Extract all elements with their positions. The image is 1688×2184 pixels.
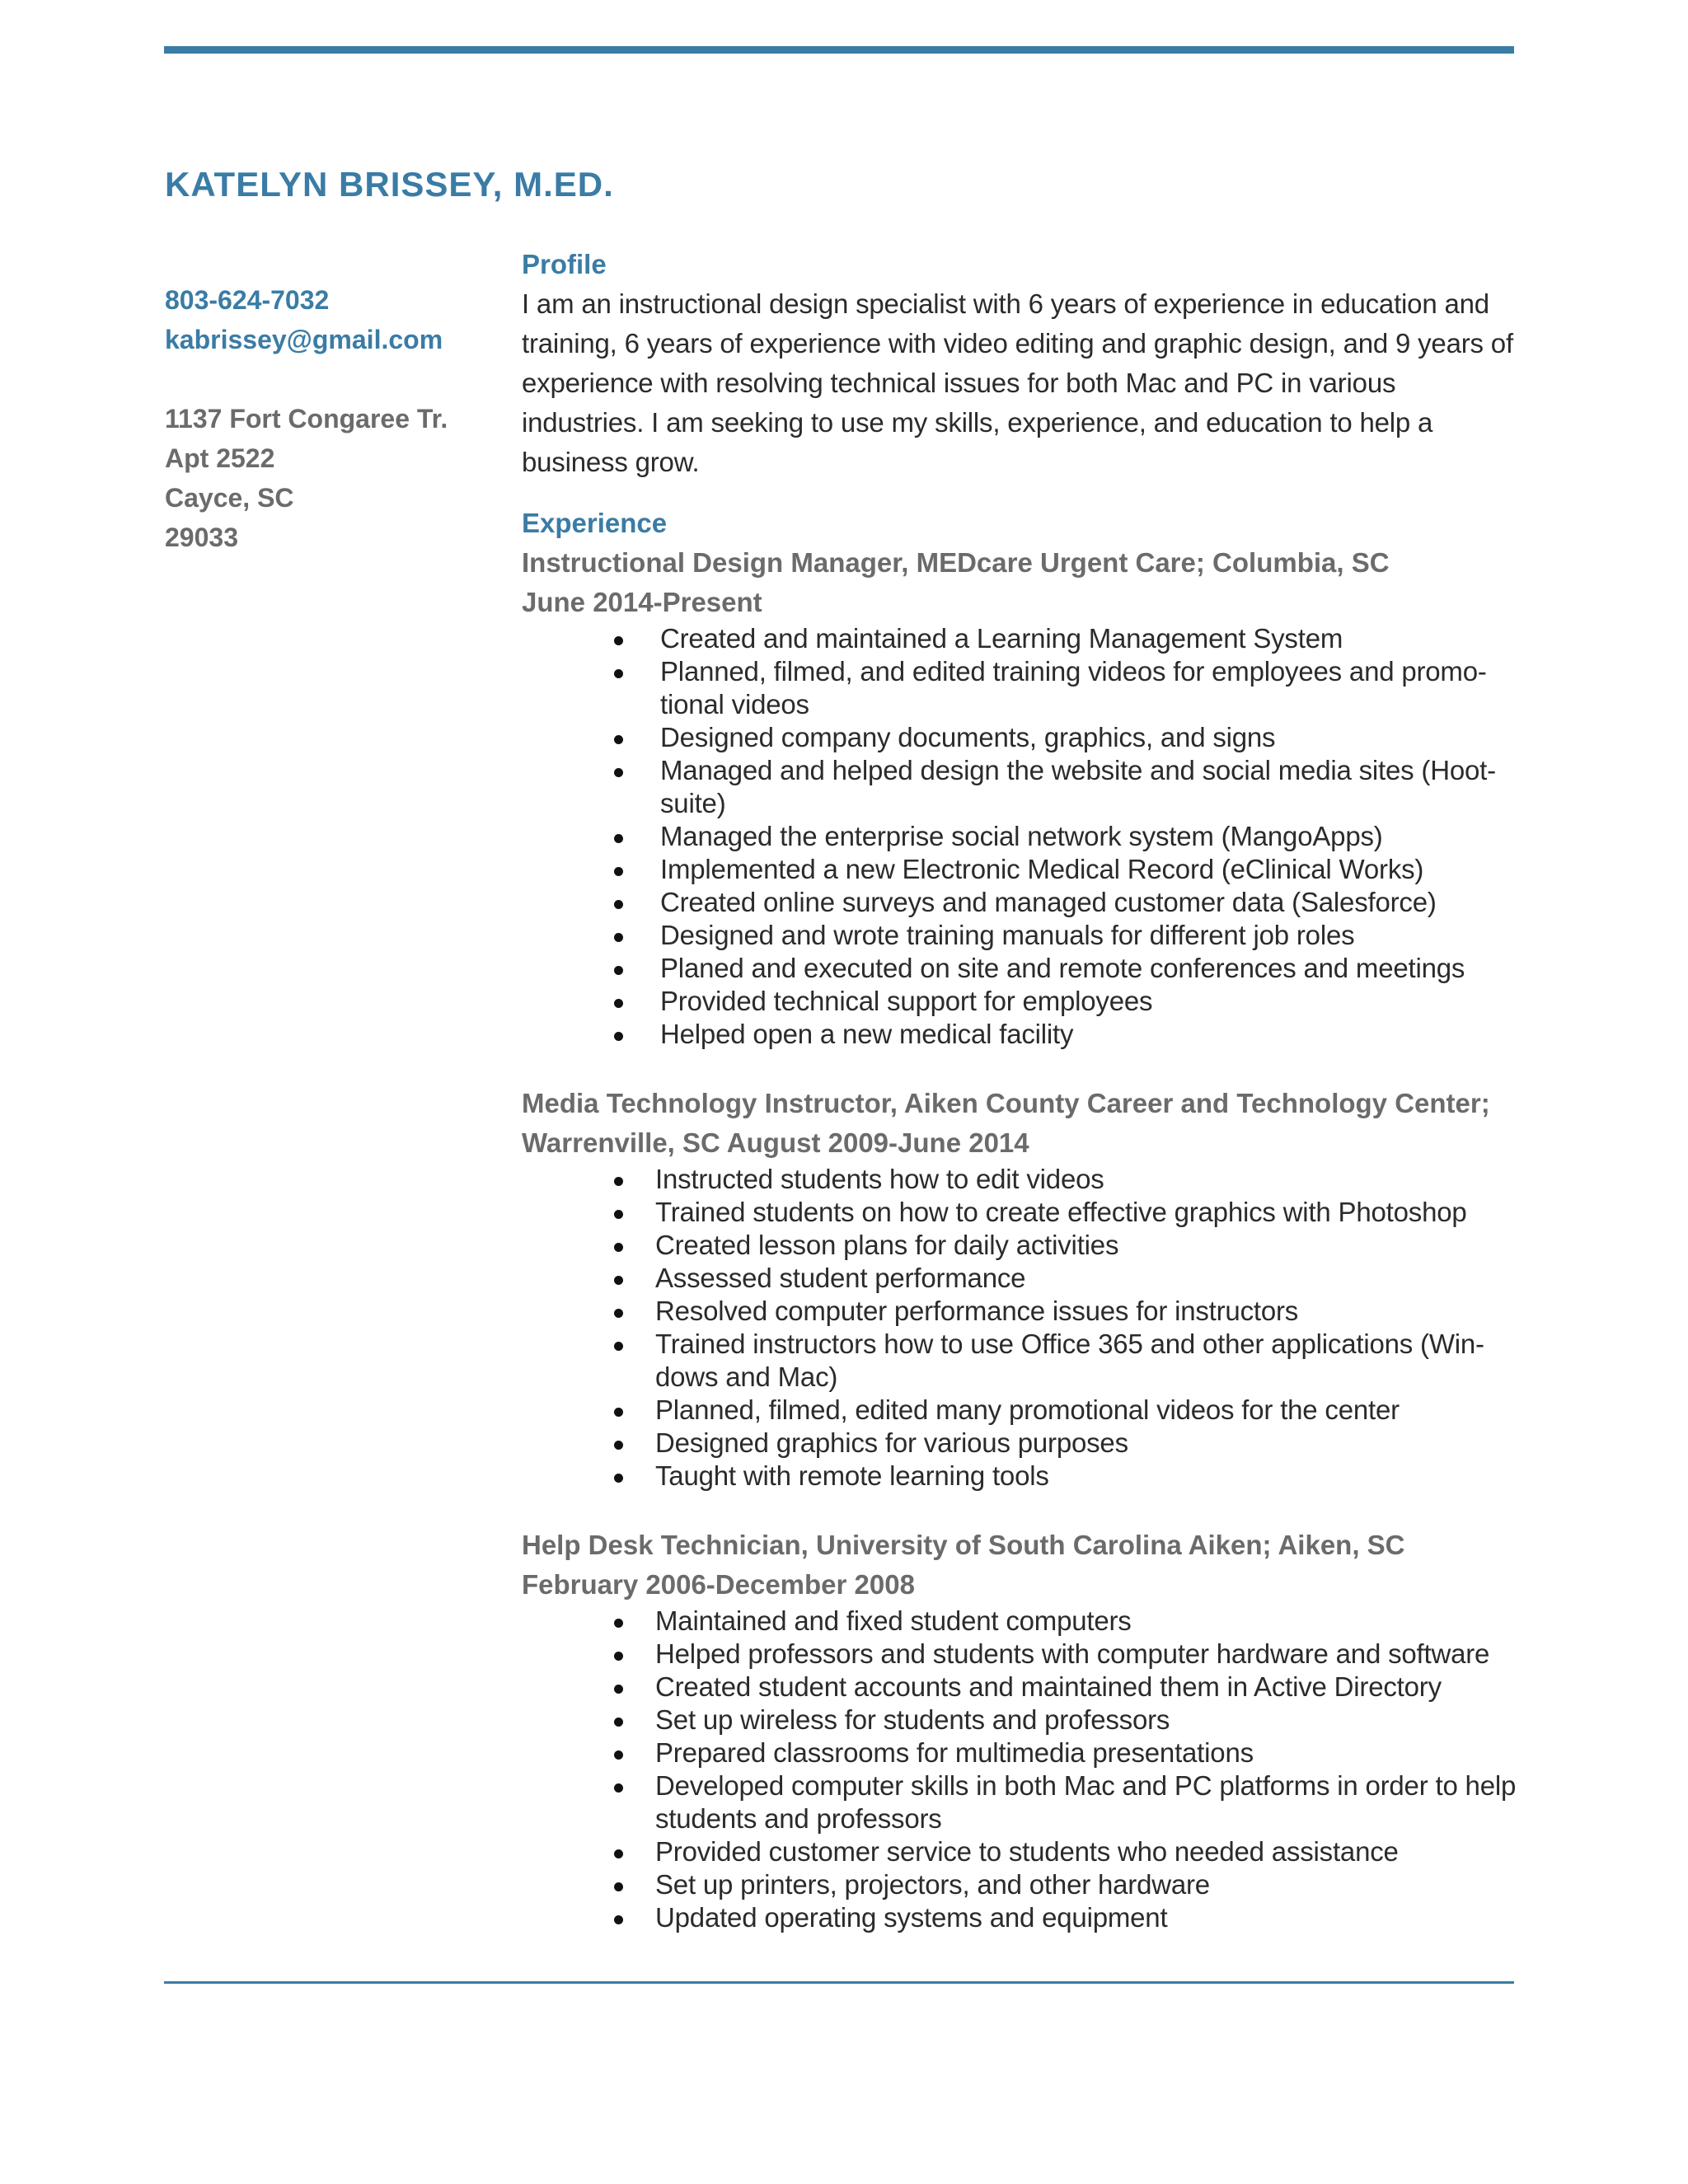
duty-text: Resolved computer performance issues for instructors bbox=[655, 1296, 1299, 1326]
address-line: 1137 Fort Congaree Tr. bbox=[165, 404, 448, 434]
duty-item bbox=[522, 1262, 1519, 1295]
duty-text: Designed and wrote training manuals for different job roles bbox=[660, 920, 1355, 950]
bullet-dot bbox=[614, 1441, 623, 1450]
duty-text: Implemented a new Electronic Medical Record (eClinical Works) bbox=[660, 854, 1424, 884]
duty-text: Trained instructors how to use Office 365 and other applications (Win-dows and Mac) bbox=[655, 1329, 1484, 1392]
duty-text: Planned, filmed, edited many promotional videos for the center bbox=[655, 1394, 1400, 1425]
duty-item bbox=[522, 1736, 1519, 1769]
duty-item bbox=[522, 1427, 1519, 1460]
bullet-dot bbox=[614, 768, 623, 777]
address-line: Cayce, SC bbox=[165, 483, 294, 513]
bullet-dot bbox=[614, 735, 623, 744]
bullet-dot bbox=[614, 999, 623, 1008]
bullet-dot bbox=[614, 1685, 623, 1694]
duty-text: Set up printers, projectors, and other hardware bbox=[655, 1869, 1210, 1900]
duty-item bbox=[522, 1394, 1519, 1427]
bullet-dot bbox=[614, 669, 623, 678]
job-entry bbox=[522, 543, 1519, 1051]
bullet-dot bbox=[614, 1309, 623, 1318]
bullet-dot bbox=[614, 1474, 623, 1483]
duty-item bbox=[522, 853, 1519, 886]
job-entry bbox=[522, 1526, 1519, 1934]
duty-text: Managed and helped design the website and social media sites (Hoot-suite) bbox=[660, 755, 1496, 818]
job-duties bbox=[522, 1163, 1519, 1493]
address-line: Apt 2522 bbox=[165, 443, 275, 473]
bullet-dot bbox=[614, 1342, 623, 1351]
duty-item bbox=[522, 1018, 1519, 1051]
duty-item bbox=[522, 820, 1519, 853]
duty-item bbox=[522, 1605, 1519, 1638]
job-entry bbox=[522, 1084, 1519, 1493]
bottom-rule bbox=[164, 1981, 1514, 1984]
address-line: 29033 bbox=[165, 523, 238, 552]
bullet-dot bbox=[614, 1783, 623, 1793]
job-title: Instructional Design Manager, MEDcare Urgent Care; Columbia, SC bbox=[522, 547, 1390, 578]
bullet-dot bbox=[614, 1408, 623, 1417]
duty-text: Taught with remote learning tools bbox=[655, 1460, 1049, 1491]
duty-text: Assessed student performance bbox=[655, 1263, 1026, 1293]
job-title: Media Technology Instructor, Aiken County Career and Technology Center; bbox=[522, 1088, 1490, 1118]
job-duties bbox=[522, 622, 1519, 1051]
top-rule bbox=[164, 46, 1514, 54]
duty-text: Developed computer skills in both Mac and PC platforms in order to help students and professors bbox=[655, 1770, 1517, 1834]
job-date: Warrenville, SC August 2009-June 2014 bbox=[522, 1127, 1029, 1158]
job-date: February 2006-December 2008 bbox=[522, 1569, 915, 1600]
job-date: June 2014-Present bbox=[522, 587, 762, 617]
duty-text: Maintained and fixed student computers bbox=[655, 1605, 1132, 1636]
duty-text: Designed graphics for various purposes bbox=[655, 1427, 1128, 1458]
bullet-dot bbox=[614, 900, 623, 909]
duty-item bbox=[522, 655, 1519, 721]
bullet-dot bbox=[614, 1276, 623, 1285]
duty-item bbox=[522, 1704, 1519, 1736]
job-duties bbox=[522, 1605, 1519, 1934]
duty-item bbox=[522, 1328, 1519, 1394]
job-title: Help Desk Technician, University of South Carolina Aiken; Aiken, SC bbox=[522, 1530, 1405, 1560]
bullet-dot bbox=[614, 867, 623, 876]
bullet-dot bbox=[614, 966, 623, 975]
profile-heading: Profile bbox=[522, 249, 607, 279]
duty-item bbox=[522, 622, 1519, 655]
duty-text: Trained students on how to create effective graphics with Photoshop bbox=[655, 1197, 1467, 1227]
duty-text: Planned, filmed, and edited training videos for employees and promo-tional videos bbox=[660, 656, 1487, 719]
bullet-dot bbox=[614, 1718, 623, 1727]
mailing-address bbox=[165, 399, 478, 557]
bullet-dot bbox=[614, 1652, 623, 1661]
duty-text: Provided customer service to students who needed assistance bbox=[655, 1836, 1399, 1867]
bullet-dot bbox=[614, 1915, 623, 1924]
bullet-dot bbox=[614, 1032, 623, 1041]
duty-text: Set up wireless for students and professors bbox=[655, 1704, 1170, 1735]
duty-item bbox=[522, 1196, 1519, 1229]
duty-item bbox=[522, 1835, 1519, 1868]
duty-item bbox=[522, 952, 1519, 985]
bullet-dot bbox=[614, 1177, 623, 1186]
duty-item bbox=[522, 886, 1519, 919]
duty-text: Provided technical support for employees bbox=[660, 986, 1153, 1016]
duty-text: Created lesson plans for daily activities bbox=[655, 1230, 1119, 1260]
duty-item bbox=[522, 1460, 1519, 1493]
duty-item bbox=[522, 1868, 1519, 1901]
bullet-dot bbox=[614, 1849, 623, 1858]
duty-text: Prepared classrooms for multimedia presentations bbox=[655, 1737, 1254, 1768]
contact-column bbox=[165, 280, 478, 557]
duty-text: Updated operating systems and equipment bbox=[655, 1902, 1168, 1933]
duty-item bbox=[522, 1901, 1519, 1934]
duty-text: Planed and executed on site and remote conferences and meetings bbox=[660, 953, 1465, 983]
resume-name: KATELYN BRISSEY, M.ED. bbox=[165, 165, 614, 204]
duty-item bbox=[522, 1229, 1519, 1262]
profile-text: I am an instructional design specialist with 6 years of experience in education and training, 6 years of experience with video editing and graphic design, and 9 years of experience with resolving technical issues for both Mac and PC in various industries. I am seeking to use my skills, experience, and education to help a business grow. bbox=[522, 288, 1513, 477]
duty-text: Helped open a new medical facility bbox=[660, 1019, 1074, 1049]
phone-number: 803-624-7032 bbox=[165, 285, 330, 315]
duty-item bbox=[522, 1295, 1519, 1328]
duty-text: Designed company documents, graphics, and signs bbox=[660, 722, 1276, 752]
duty-item bbox=[522, 919, 1519, 952]
experience-heading: Experience bbox=[522, 508, 668, 538]
duty-item bbox=[522, 721, 1519, 754]
bullet-dot bbox=[614, 1619, 623, 1628]
duty-item bbox=[522, 985, 1519, 1018]
duty-text: Instructed students how to edit videos bbox=[655, 1164, 1104, 1194]
main-column bbox=[522, 245, 1519, 1967]
duty-item bbox=[522, 754, 1519, 820]
duty-text: Managed the enterprise social network system (MangoApps) bbox=[660, 821, 1383, 851]
bullet-dot bbox=[614, 933, 623, 942]
duty-text: Helped professors and students with computer hardware and software bbox=[655, 1638, 1490, 1669]
duty-text: Created student accounts and maintained them in Active Directory bbox=[655, 1671, 1442, 1702]
duty-item bbox=[522, 1769, 1519, 1835]
duty-text: Created and maintained a Learning Management System bbox=[660, 623, 1343, 654]
duty-item bbox=[522, 1671, 1519, 1704]
duty-item bbox=[522, 1163, 1519, 1196]
email-address: kabrissey@gmail.com bbox=[165, 325, 443, 354]
bullet-dot bbox=[614, 834, 623, 843]
bullet-dot bbox=[614, 1243, 623, 1252]
duty-text: Created online surveys and managed customer data (Salesforce) bbox=[660, 887, 1437, 917]
duty-item bbox=[522, 1638, 1519, 1671]
bullet-dot bbox=[614, 1750, 623, 1760]
bullet-dot bbox=[614, 636, 623, 645]
bullet-dot bbox=[614, 1882, 623, 1891]
bullet-dot bbox=[614, 1210, 623, 1219]
